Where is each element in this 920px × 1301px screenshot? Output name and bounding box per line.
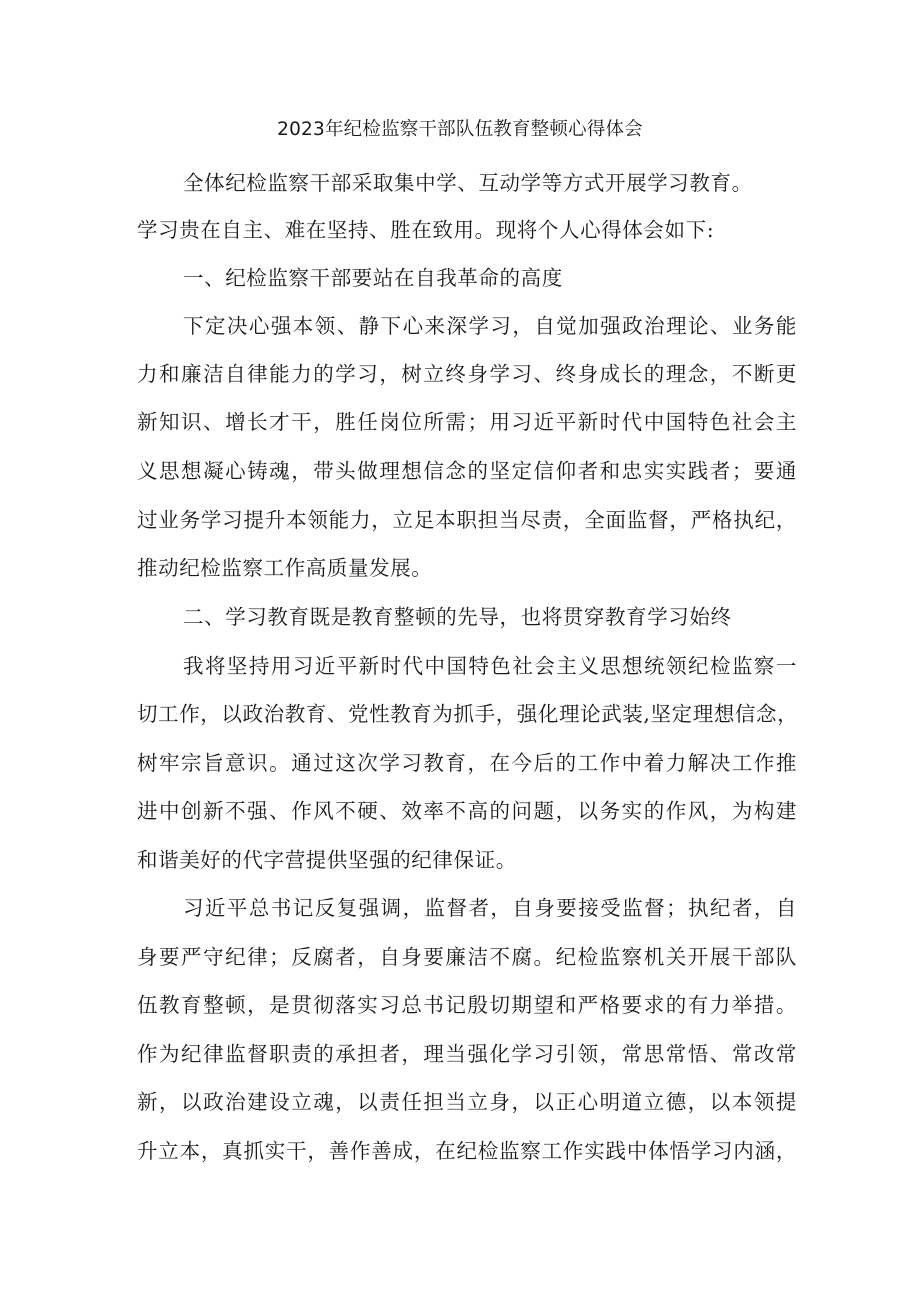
text-line: 下定决心强本领、静下心来深学习，自觉加强政治理论、业务能 bbox=[183, 314, 797, 338]
text-line: 新知识、增长才干，胜任岗位所需；用习近平新时代中国特色社会主 bbox=[137, 410, 797, 434]
text-line: 推动纪检监察工作高质量发展。 bbox=[137, 556, 433, 580]
text-line: 全体纪检监察干部采取集中学、互动学等方式开展学习教育。 bbox=[183, 171, 753, 195]
document-title: 2023年纪检监察干部队伍教育整顿心得体会 bbox=[277, 119, 643, 140]
text-line: 过业务学习提升本领能力，立足本职担当尽责，全面监督，严格执纪， bbox=[137, 508, 797, 532]
text-line: 我将坚持用习近平新时代中国特色社会主义思想统领纪检监察一 bbox=[183, 654, 797, 678]
text-line: 力和廉洁自律能力的学习，树立终身学习、终身成长的理念，不断更 bbox=[137, 362, 797, 386]
section-heading: 一、纪检监察干部要站在自我革命的高度 bbox=[183, 266, 563, 290]
text-line: 身要严守纪律；反腐者，自身要廉洁不腐。纪检监察机关开展干部队 bbox=[137, 945, 797, 969]
text-line: 进中创新不强、作风不硬、效率不高的问题，以务实的作风，为构建 bbox=[137, 799, 797, 823]
text-line: 义思想凝心铸魂，带头做理想信念的坚定信仰者和忠实实践者；要通 bbox=[137, 459, 797, 483]
text-line: 作为纪律监督职责的承担者，理当强化学习引领，常思常悟、常改常 bbox=[137, 1042, 797, 1066]
text-line: 和谐美好的代字营提供坚强的纪律保证。 bbox=[137, 848, 517, 872]
text-line: 新，以政治建设立魂，以责任担当立身，以正心明道立德，以本领提 bbox=[137, 1090, 797, 1114]
text-line: 升立本，真抓实干，善作善成，在纪检监察工作实践中体悟学习内涵， bbox=[137, 1139, 797, 1163]
text-line: 伍教育整顿，是贯彻落实习总书记殷切期望和严格要求的有力举措。 bbox=[137, 993, 797, 1017]
text-line: 树牢宗旨意识。通过这次学习教育，在今后的工作中着力解决工作推 bbox=[137, 751, 797, 775]
text-line: 切工作，以政治教育、党性教育为抓手，强化理论武装,坚定理想信念， bbox=[137, 702, 799, 726]
text-line: 学习贵在自主、难在坚持、胜在致用。现将个人心得体会如下: bbox=[137, 218, 715, 242]
text-line: 习近平总书记反复强调，监督者，自身要接受监督；执纪者，自 bbox=[183, 896, 797, 920]
section-heading: 二、学习教育既是教育整顿的先导，也将贯穿教育学习始终 bbox=[183, 605, 732, 629]
